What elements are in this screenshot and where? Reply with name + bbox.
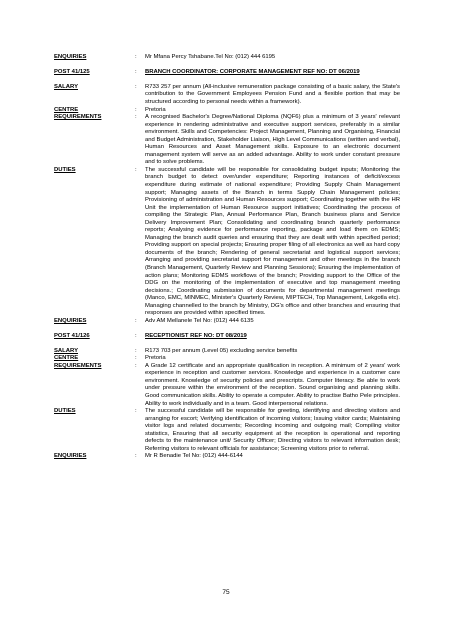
requirements-row: REQUIREMENTS : A Grade 12 certificate and an appropriate qualification in reception. A minimum of 2 years' work experience in reception and customer services. Knowledge and experience in a customer care environment. Knowledge of security policies and prescripts. Computer literacy. Be able to work under pressure within the environment of the reception. Sound organising and planning skills. Good communication skills. Ability to operate a computer. Ability to practise Batho Pele principles. Ability to work individually and in a team. Good interpersonal relations. <box>54 362 400 407</box>
centre-row: CENTRE : Pretoria <box>54 355 400 363</box>
field-value: The successful candidate will be responsible for consolidating budget inputs; Monitoring the branch budget to detect over/under expenditure; Reporting instances of deficit/excess expenditure during estimate of national expenditure; Providing Supply Chain Management support; Managing assets of the Branch in terms Supply Chain Management policies; Provisioning of administration and Human Resources support; Coordinating together with the HR Unit the implementation of Human Resource support initiatives; Coordinating the process of compiling the Strategic Plan, Annual Performance Plan, Branch business plans and Service Delivery Improvement Plan; Consolidating and coordinating branch quarterly performance reports; Analysing evidence for performance reporting, package and load them on EDMS; Managing the branch audit queries and ensuring that they are dealt with within specified period; Providing support on special projects; Ensuring proper filing of all electronics as well as hard copy documents of the branch; Rendering of general secretariat and logistical support services; Arranging and providing secretariat support for management and other meetings in the branch (Branch Management, Quarterly Review and Planning Sessions); Ensuring the implementation of action plans; Monitoring EDMS workflows of the branch; Providing support to the Office of the DDG on the monitoring of the implementation of executive and top management meeting decisions.; Coordinating submission of documents for departmental management meetings (Manco, EMC, MINMEC, Minister's Quarterly Review, MIPTECH, Top Management, Lekgotla etc). Managing channelled to the branch by Ministry, DG's office and other branches and ensuring that responses are provided within specified times. <box>145 166 400 317</box>
post-heading-126: POST 41/126 : RECEPTIONIST REF NO: DT 08/2019 <box>54 333 400 341</box>
field-label: SALARY <box>54 83 78 90</box>
requirements-row: REQUIREMENTS : A recognised Bachelor's Degree/National Diploma (NQF6) plus a minimum of 3 years' relevant experience in rendering administrative and executive support services, preferably in a similar environment. Skills and Competencies: Project Management, Planning and Organising, Financial and Budget Administration, Stakeholder Liaison, High Level Communications (written and verbal), Human Resources and Asset Management skills. Exposure to an electronic document management system will serve as an added advantage. Ability to work under constant pressure and to solve problems. <box>54 114 400 166</box>
field-label: DUTIES <box>54 166 76 173</box>
field-label: ENQUIRIES <box>54 453 87 460</box>
post-heading-125: POST 41/125 : BRANCH COORDINATOR: CORPORATE MANAGEMENT REF NO: DT 06/2019 <box>54 69 400 77</box>
field-value: Adv AM Mellanele Tel No: (012) 444 6135 <box>145 317 254 324</box>
duties-row: DUTIES : The successful candidate will be responsible for greeting, identifying and directing visitors and arranging for escort; Verifying identification of incoming visitors; Issuing visitor cards; Maintaining visitor logs and related documents; Recording incoming and outgoing mail; Compiling visitor statistics, Ensuring that all security equipment at the reception is operational and reporting defects to the maintenance unit/ Security Officer; Directing visitors to relevant information desk; Referring visitors to relevant officials for assistance; Screening visitors prior to referral. <box>54 408 400 452</box>
document-body <box>54 54 400 461</box>
field-label: REQUIREMENTS <box>54 362 102 369</box>
enquiries-row: ENQUIRIES : Adv AM Mellanele Tel No: (012) 444 6135 <box>54 318 400 326</box>
post-number: POST 41/126 <box>54 332 90 339</box>
salary-row: SALARY : R173 703 per annum (Level 05) excluding service benefits <box>54 348 400 356</box>
field-value: Mr Mfana Percy Tshabane.Tel No: (012) 444 6195 <box>145 54 276 60</box>
field-value: A recognised Bachelor's Degree/National Diploma (NQF6) plus a minimum of 3 years' relevant experience in rendering administrative and executive support services, preferably in a similar environment. Skills and Competencies: Project Management, Planning and Organising, Financial and Budget Administration, Stakeholder Liaison, High Level Communications (written and verbal), Human Resources and Asset Management skills. Exposure to an electronic document management system will serve as an added advantage. Ability to work under constant pressure and to solve problems. <box>145 114 400 166</box>
centre-row: CENTRE : Pretoria <box>54 107 400 115</box>
field-label: CENTRE <box>54 355 79 362</box>
enquiries-row: ENQUIRIES : Mr R Benadie Tel No: (012) 444-6144 <box>54 453 400 461</box>
field-value: The successful candidate will be responsible for greeting, identifying and directing visitors and arranging for escort; Verifying identification of incoming visitors; Issuing visitor cards; Maintaining visitor logs and related documents; Recording incoming and outgoing mail; Compiling visitor statistics, Ensuring that all security equipment at the reception is operational and reporting defects to the maintenance unit/ Security Officer; Directing visitors to relevant information desk; Referring visitors to relevant officials for assistance; Screening visitors prior to referral. <box>145 408 400 452</box>
post-number: POST 41/125 <box>54 68 90 75</box>
enquiries-row: ENQUIRIES : Mr Mfana Percy Tshabane.Tel No: (012) 444 6195 <box>54 54 400 62</box>
field-label: REQUIREMENTS <box>54 114 102 121</box>
field-label: CENTRE <box>54 106 79 113</box>
field-value: Mr R Benadie Tel No: (012) 444-6144 <box>145 453 243 460</box>
field-value: Pretoria <box>145 106 166 113</box>
field-label: DUTIES <box>54 408 76 415</box>
post-title: RECEPTIONIST REF NO: DT 08/2019 <box>145 332 247 339</box>
duties-row: DUTIES : The successful candidate will be responsible for consolidating budget inputs; Monitoring the branch budget to detect over/under expenditure; Reporting instances of deficit/excess expenditure during estimate of national expenditure; Providing Supply Chain Management support; Managing assets of the Branch in terms Supply Chain Management policies; Provisioning of administration and Human Resources support; Coordinating together with the HR Unit the implementation of Human Resource support initiatives; Coordinating the process of compiling the Strategic Plan, Annual Performance Plan, Branch business plans and Service Delivery Improvement Plan; Consolidating and coordinating branch quarterly performance reports; Analysing evidence for performance reporting, package and load them on EDMS; Managing the branch audit queries and ensuring that they are dealt with within specified period; Providing support on special projects; Ensuring proper filing of all electronics as well as hard copy documents of the branch; Rendering of general secretariat and logistical support services; Arranging and providing secretariat support for management and other meetings in the branch (Branch Management, Quarterly Review and Planning Sessions); Ensuring the implementation of action plans; Monitoring EDMS workflows of the branch; Providing support to the Office of the DDG on the monitoring of the implementation of executive and top management meeting decisions.; Coordinating submission of documents for departmental management meetings (Manco, EMC, MINMEC, Minister's Quarterly Review, MIPTECH, Top Management, Lekgotla etc). Managing channelled to the branch by Ministry, DG's office and other branches and ensuring that responses are provided within specified times. <box>54 166 400 317</box>
field-value: Pretoria <box>145 355 166 362</box>
field-label: SALARY <box>54 347 78 354</box>
field-value: R173 703 per annum (Level 05) excluding service benefits <box>145 347 298 354</box>
field-value: R733 257 per annum (All-inclusive remuneration package consisting of a basic salary, the State's contribution to the Government Employees Pension Fund and a flexible portion that may be structured according to personal needs within a framework). <box>145 83 400 105</box>
field-value: A Grade 12 certificate and an appropriate qualification in reception. A minimum of 2 years' work experience in reception and customer services. Knowledge and experience in a customer care environment. Knowledge of security policies and prescripts. Computer literacy. Be able to work under pressure within the environment of the reception. Sound organising and planning skills. Good communication skills. Ability to operate a computer. Ability to practise Batho Pele principles. Ability to work individually and in a team. Good interpersonal relations. <box>145 362 400 407</box>
field-label: ENQUIRIES <box>54 317 87 324</box>
post-title: BRANCH COORDINATOR: CORPORATE MANAGEMENT REF NO: DT 06/2019 <box>145 68 360 75</box>
page-number: 75 <box>222 589 230 596</box>
salary-row: SALARY : R733 257 per annum (All-inclusive remuneration package consisting of a basic salary, the State's contribution to the Government Employees Pension Fund and a flexible portion that may be structured according to personal needs within a framework). <box>54 83 400 105</box>
field-label: ENQUIRIES <box>54 54 87 60</box>
